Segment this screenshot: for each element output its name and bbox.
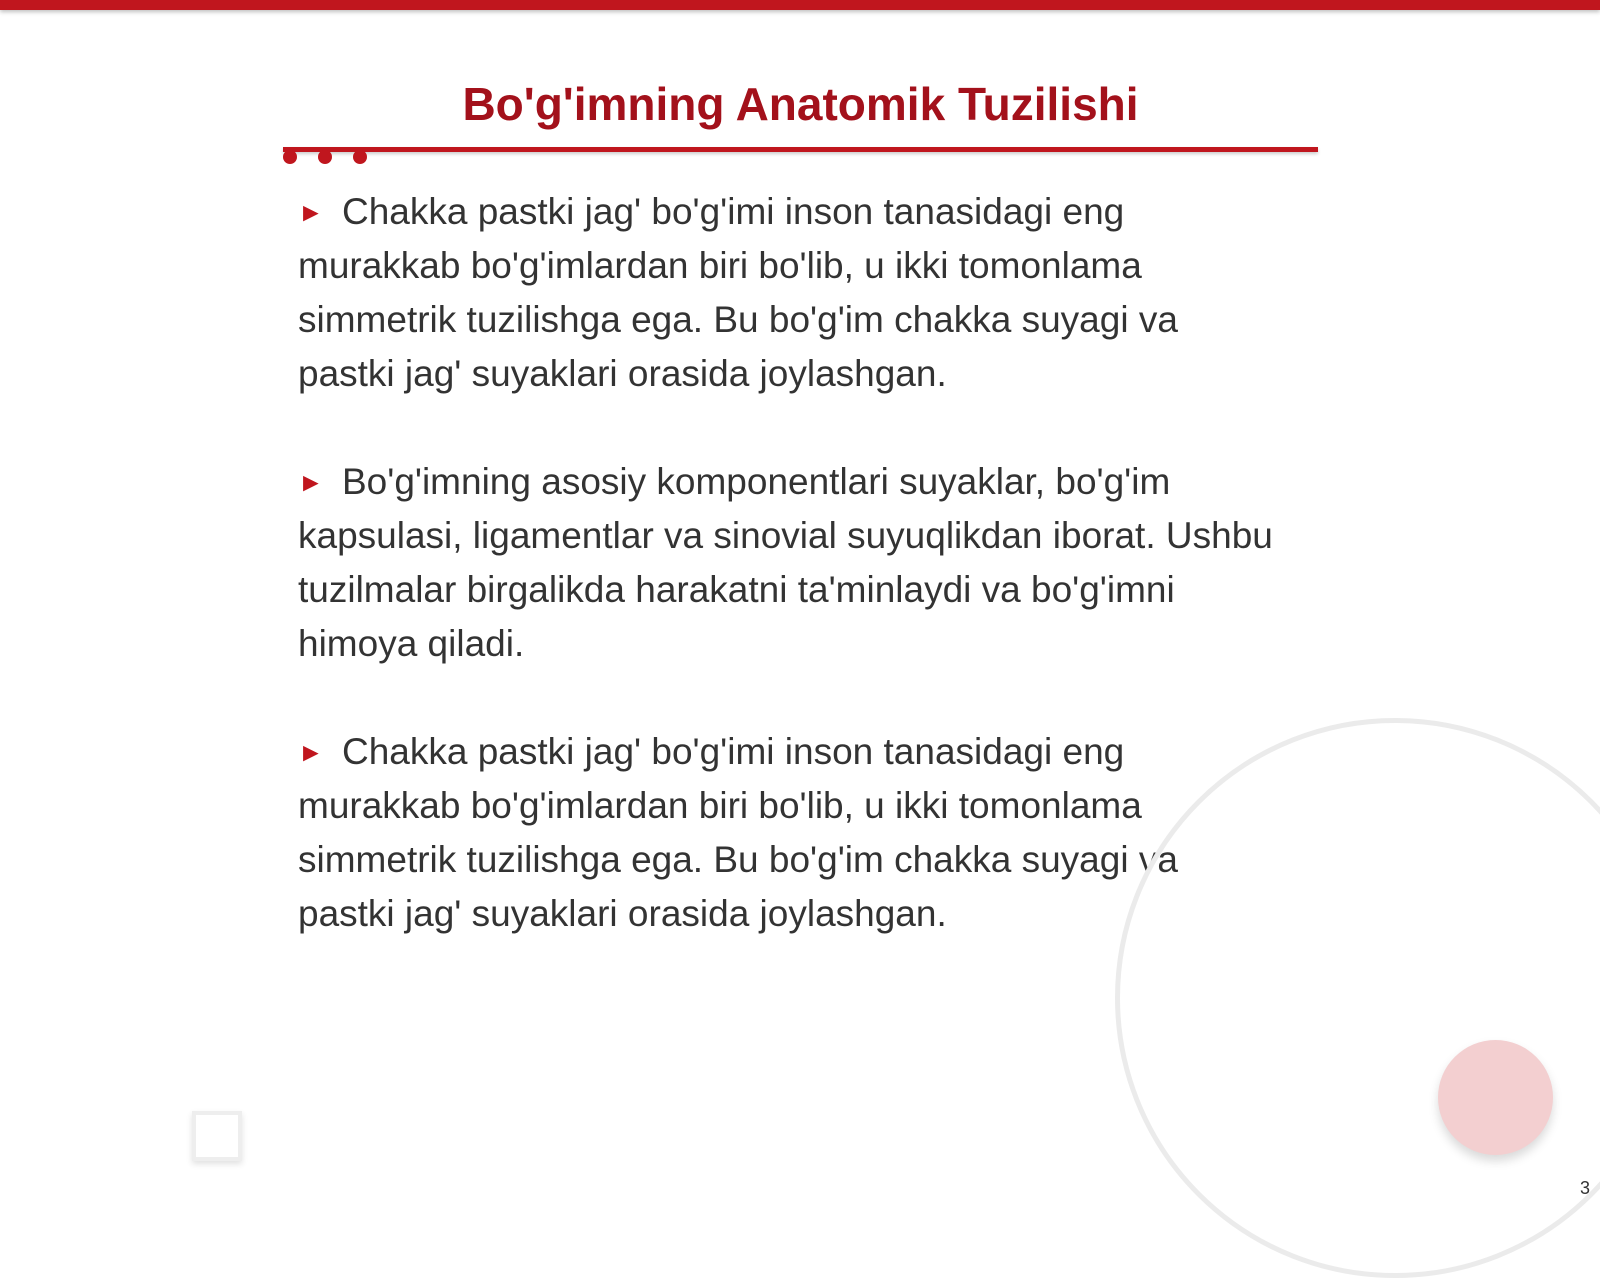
- title-dot-3: [353, 150, 367, 164]
- title-dot-2: [318, 150, 332, 164]
- decorative-pink-circle: [1438, 1040, 1553, 1155]
- slide-title: Bo'g'imning Anatomik Tuzilishi: [462, 78, 1139, 130]
- bullet-arrow-icon: ►: [298, 737, 324, 767]
- bullet-item-2: [298, 455, 1278, 671]
- bullet-text-1: Chakka pastki jag' bo'g'imi inson tanasidagi eng murakkab bo'g'imlardan biri bo'lib, u ikki tomonlama simmetrik tuzilishga ega. Bu bo'g'im chakka suyagi va pastki jag' suyaklari orasida joylashgan.: [298, 191, 1178, 394]
- bullet-text-3: Chakka pastki jag' bo'g'imi inson tanasidagi eng murakkab bo'g'imlardan biri bo'lib, u ikki tomonlama simmetrik tuzilishga ega. Bu bo'g'im chakka suyagi va pastki jag' suyaklari orasida joylashgan.: [298, 731, 1178, 934]
- bullet-arrow-icon: ►: [298, 467, 324, 497]
- top-accent-bar: [0, 0, 1600, 10]
- title-underline: [283, 147, 1318, 152]
- bullet-text-2: Bo'g'imning asosiy komponentlari suyaklar, bo'g'im kapsulasi, ligamentlar va sinovial suyuqlikdan iborat. Ushbu tuzilmalar birgalikda harakatni ta'minlaydi va bo'g'imni himoya qiladi.: [298, 461, 1273, 664]
- bullet-arrow-icon: ►: [298, 197, 324, 227]
- bullet-item-1: [298, 185, 1278, 401]
- bullet-list: [298, 185, 1278, 995]
- decorative-square: [192, 1111, 242, 1161]
- title-dot-1: [283, 150, 297, 164]
- page-number: 3: [1579, 1178, 1590, 1198]
